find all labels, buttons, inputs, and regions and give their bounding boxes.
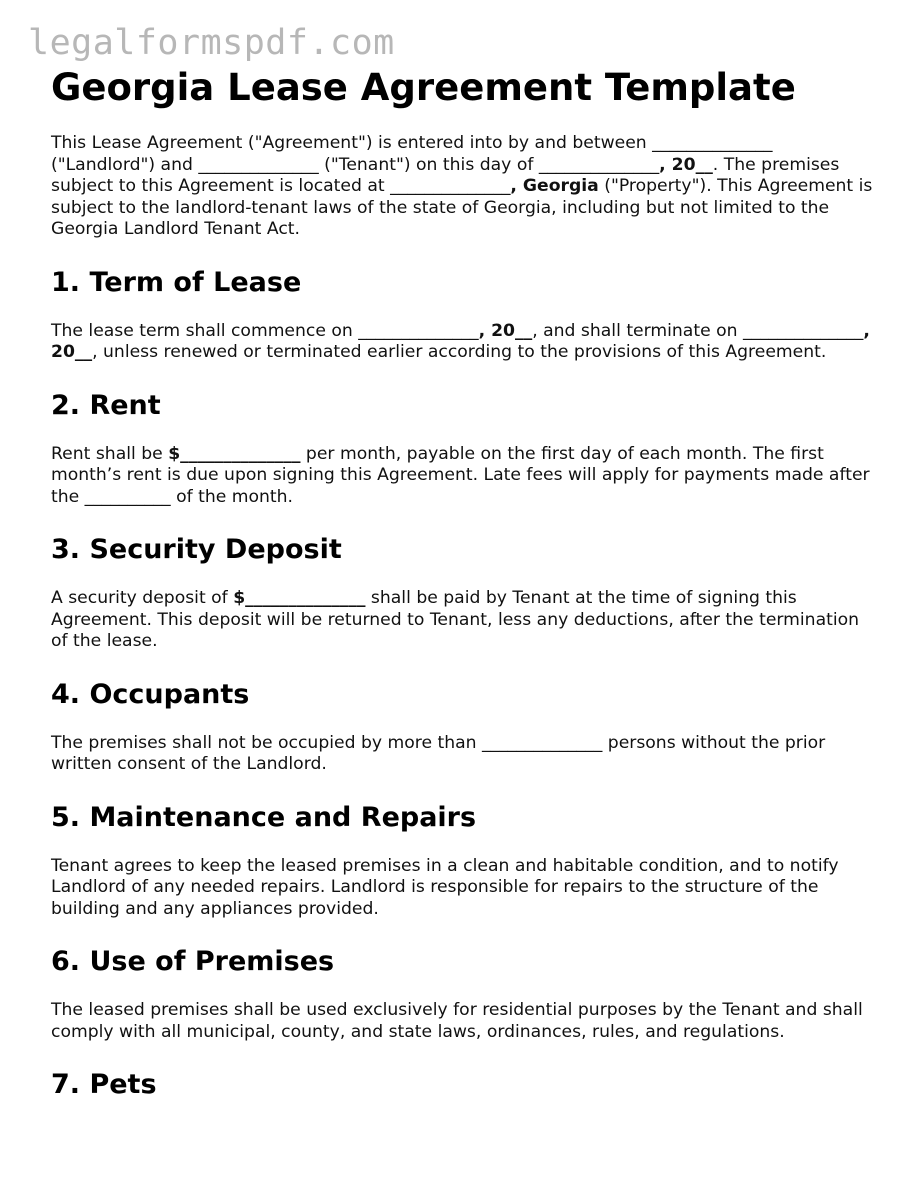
agreement-date-blank: ______________	[538, 154, 660, 175]
term-text: , and shall terminate on	[532, 320, 743, 341]
property-address-blank: ______________	[390, 176, 511, 196]
document-page	[51, 66, 881, 1123]
section-heading-rent: 2. Rent	[51, 389, 161, 421]
tenant-name-blank: ______________	[198, 154, 319, 175]
section-rent-paragraph	[51, 444, 881, 509]
rent-text: per month, payable on the first day of each month. The first month’s rent is due upon signing this Agreement. Late fees will apply for payments made after the	[51, 443, 870, 507]
section-deposit-paragraph	[51, 588, 881, 653]
intro-text: ("Tenant") on this day of	[318, 154, 539, 175]
intro-text: ("Property"). This Agreement is subject to the landlord-tenant laws of the state of Georgia, including but not limited to the Georgia Landlord Tenant Act.	[51, 176, 873, 239]
end-date-blank: ______________	[743, 320, 864, 341]
start-year-blank: , 20__	[478, 320, 533, 341]
end-year-blank: , 20__	[51, 320, 870, 362]
section-heading-term: 1. Term of Lease	[51, 266, 302, 298]
deposit-text: shall be paid by Tenant at the time of signing this Agreement. This deposit will be returned to Tenant, less any deductions, after the termination of the lease.	[51, 588, 860, 651]
deposit-text: A security deposit of	[51, 588, 234, 608]
rent-text: Rent shall be	[51, 443, 169, 464]
intro-text: ("Landlord") and	[51, 154, 199, 175]
landlord-name-blank: ______________	[652, 133, 773, 153]
section-use-paragraph: The leased premises shall be used exclusively for residential purposes by the Tenant and shall comply with all municipal, county, and state laws, ordinances, rules, and regulations.	[51, 1000, 863, 1042]
intro-text: . The premises subject to this Agreement is located at	[51, 154, 840, 196]
state-name: , Georgia	[510, 176, 599, 196]
term-text: The lease term shall commence on	[51, 320, 359, 341]
section-heading-use: 6. Use of Premises	[51, 946, 335, 977]
deposit-amount-blank: $______________	[233, 588, 366, 608]
term-text: , unless renewed or terminated earlier according to the provisions of this Agreement.	[92, 342, 827, 362]
intro-text: This Lease Agreement ("Agreement") is entered into by and between	[51, 133, 653, 153]
occupants-text: persons without the prior written consent of the Landlord.	[51, 732, 826, 774]
section-heading-pets: 7. Pets	[51, 1069, 157, 1100]
watermark: legalformspdf.com	[28, 23, 395, 63]
section-heading-maintenance: 5. Maintenance and Repairs	[51, 801, 477, 833]
section-heading-occupants: 4. Occupants	[51, 678, 250, 710]
section-heading-deposit: 3. Security Deposit	[51, 534, 342, 565]
intro-paragraph	[51, 133, 881, 241]
rent-amount-blank: $______________	[168, 443, 301, 464]
section-term-paragraph	[51, 321, 881, 364]
late-fee-day-blank: __________	[84, 486, 171, 507]
page-title: Georgia Lease Agreement Template	[51, 66, 796, 109]
rent-text: of the month.	[170, 486, 294, 507]
occupants-text: The premises shall not be occupied by more than	[51, 732, 483, 753]
start-date-blank: ______________	[358, 320, 479, 341]
section-occupants-paragraph	[51, 733, 881, 776]
section-maintenance-paragraph: Tenant agrees to keep the leased premises in a clean and habitable condition, and to notify Landlord of any needed repairs. Landlord is responsible for repairs to the structure of the building and any appliances provided.	[51, 855, 839, 919]
occupant-count-blank: ______________	[482, 732, 603, 753]
agreement-year-blank: , 20__	[659, 154, 713, 175]
